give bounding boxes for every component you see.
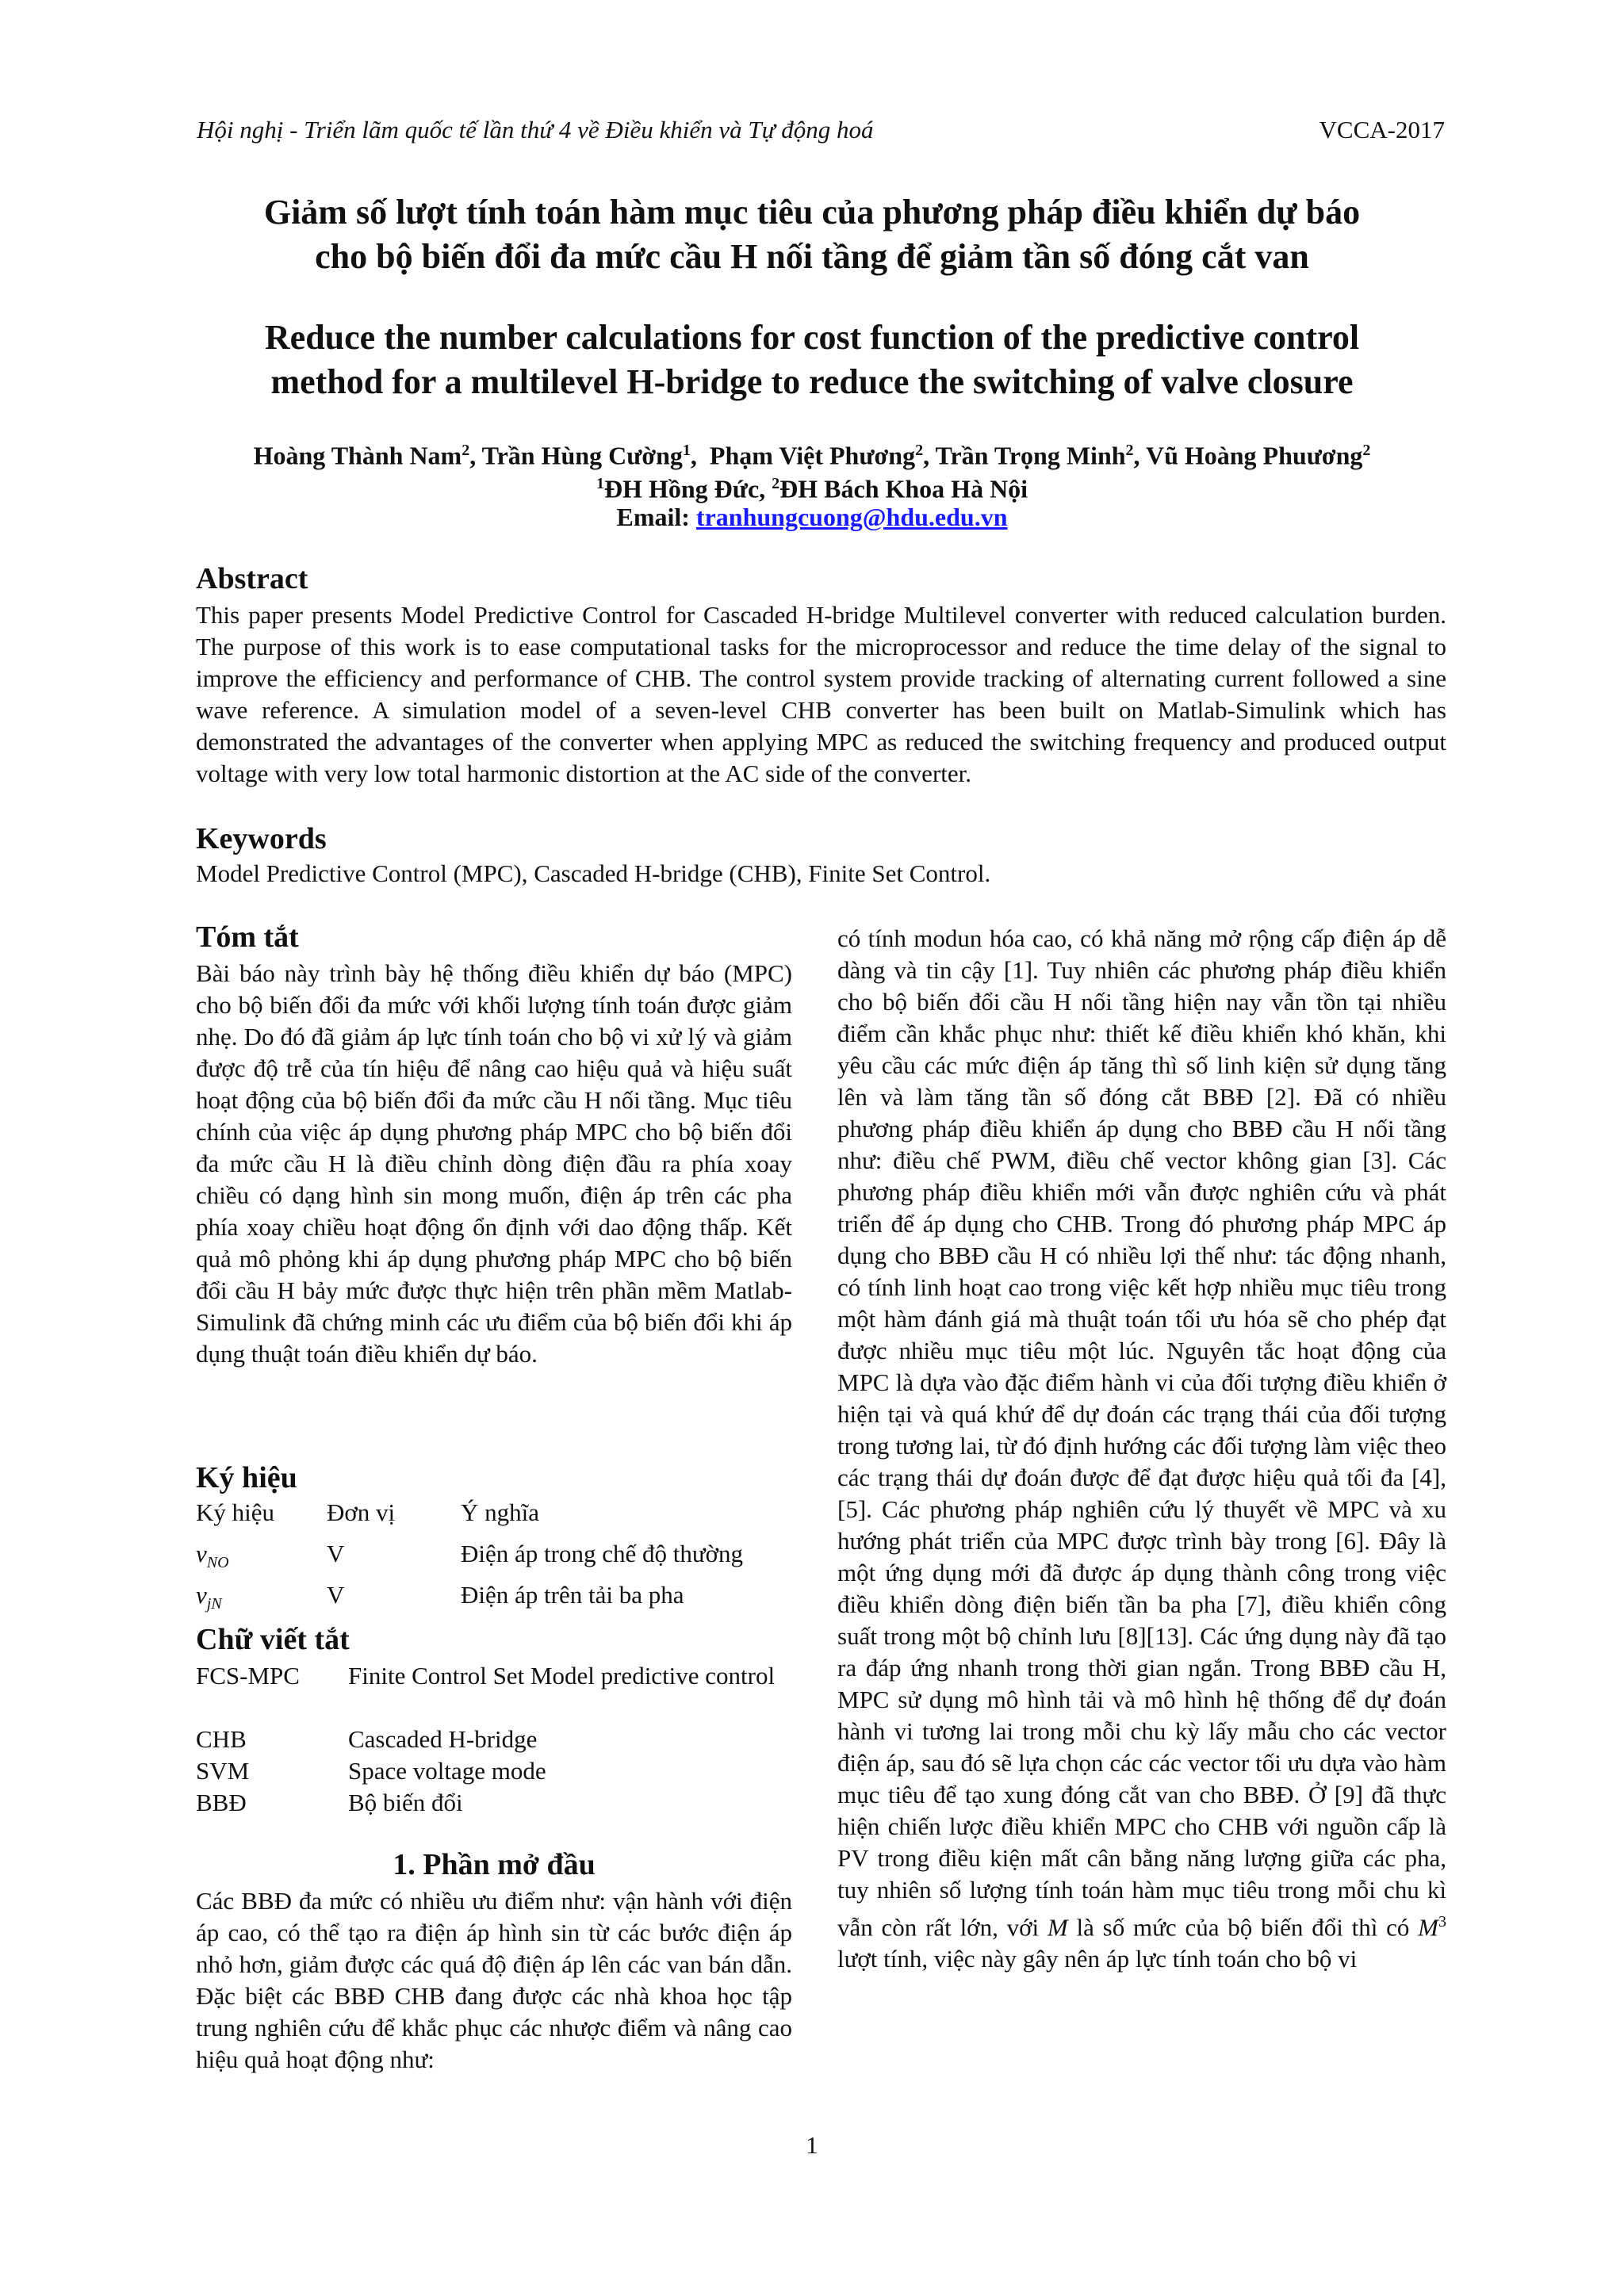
column-header: Ký hiệu [196, 1498, 275, 1526]
affiliation-1: ĐH Hồng Đức, [603, 474, 772, 503]
author-list: Hoàng Thành Nam$^2$, Trần Hùng Cường$^1$, Phạm Việt Phương$^2$, Trần Trọng Minh$^2$, Vũ Hoàng Phuương$^2$ [253, 441, 1371, 470]
affiliation-2: ĐH Bách Khoa Hà Nội [779, 474, 1028, 503]
author-name: Trần Hùng Cường [481, 441, 683, 470]
author-name: Phạm Việt Phương [709, 441, 916, 470]
title-en-line1: Reduce the number calculations for cost function of the predictive control [264, 318, 1360, 357]
author-affiliation-mark: 2 [1362, 442, 1371, 459]
symbol-row [196, 1579, 792, 1611]
running-header-code: VCCA-2017 [1319, 116, 1445, 144]
column-header: Ý nghĩa [461, 1498, 540, 1526]
author-affiliation-mark: 2 [915, 442, 924, 459]
title-en-line2: method for a multilevel H-bridge to reduce the switching of valve closure [270, 362, 1354, 401]
affiliations [159, 468, 1465, 505]
abstract-text: This paper presents Model Predictive Control for Cascaded H-bridge Multilevel converter with reduced calculation burden. The purpose of this work is to ease computational tasks for the microprocessor and reduce the time delay of the signal to improve the efficiency and performance of CHB. The control system provide tracking of alternating current followed a sine wave reference. A simulation model of a seven-level CHB converter has been built on Matlab-Simulink which has demonstrated the advantages of the converter when applying MPC as reduced the switching frequency and produced output voltage with very low total harmonic distortion at the AC side of the converter. [196, 601, 1446, 787]
abbreviation: SVM [196, 1757, 250, 1785]
symbol: $v_{NO}$ [196, 1540, 229, 1572]
symbol-table [196, 1497, 792, 1611]
abbreviation-meaning: Bộ biến đổi [348, 1789, 463, 1816]
abbreviation-row [196, 1787, 792, 1819]
author-affiliation-mark: 2 [462, 442, 470, 459]
affiliation-mark: 2 [772, 475, 780, 492]
email-line [159, 501, 1465, 533]
abbreviation: BBĐ [196, 1789, 247, 1816]
symbol-meaning: Điện áp trên tải ba pha [461, 1581, 684, 1609]
abbreviation: FCS-MPC [196, 1662, 300, 1689]
symbol-row [196, 1538, 792, 1570]
tomtat-text: Bài báo này trình bày hệ thống điều khiển dự báo (MPC) cho bộ biến đổi đa mức với khối lượng tính toán được giảm nhẹ. Do đó đã giảm áp lực tính toán cho bộ vi xử lý và giảm được độ trễ của tín hiệu để nâng cao hiệu quả và hiệu suất hoạt động của bộ biến đổi đa mức cầu H nối tầng. Mục tiêu chính của việc áp dụng phương pháp MPC cho bộ biến đổi đa mức cầu H là điều chỉnh dòng điện đầu ra phía xoay chiều có dạng hình sin mong muốn, điện áp trên các pha phía xoay chiều hoạt động ổn định với dao động thấp. Kết quả mô phỏng khi áp dụng phương pháp MPC cho bộ biến đổi cầu H bảy mức được thực hiện trên phần mềm Matlab-Simulink đã chứng minh các ưu điểm của bộ biến đổi khi áp dụng thuật toán điều khiển dự báo. [196, 959, 792, 1368]
affiliation-mark: 1 [596, 475, 604, 492]
symbol-unit: V [327, 1581, 345, 1609]
abbreviation-meaning: Finite Control Set Model predictive control [348, 1662, 776, 1689]
page-number: 1 [806, 2131, 818, 2159]
symbol: $v_{jN}$ [196, 1581, 222, 1613]
section-1-heading: 1. Phần mở đầu [393, 1848, 596, 1881]
title-vi-line2: cho bộ biến đổi đa mức cầu H nối tầng để giảm tần số đóng cắt van [315, 237, 1309, 276]
section-1-text-right: có tính modun hóa cao, có khả năng mở rộng cấp điện áp dễ dàng và tin cậy [1]. Tuy nhiên các phương pháp điều khiển cho bộ biến đổi cầu H nối tầng hiện nay vẫn tồn tại nhiều điểm cần khắc phục như: thiết kế điều khiển khó khăn, khi yêu cầu các mức điện áp tăng thì số linh kiện sử dụng tăng lên và làm tăng tần số đóng cắt BBĐ [2]. Đã có nhiều phương pháp điều khiển áp dụng cho BBĐ cầu H nối tầng như: điều chế PWM, điều chế vector không gian [3]. Các phương pháp điều khiển mới vẫn được nghiên cứu và phát triển để áp dụng cho CHB. Trong đó phương pháp MPC áp dụng cho BBĐ cầu H có nhiều lợi thế như: tác động nhanh, có tính linh hoạt cao trong việc kết hợp nhiều mục tiêu trong một hàm đánh giá mà thuật toán tối ưu hóa sẽ cho phép đạt được nhiều mục tiêu một lúc. Nguyên tắc hoạt động của MPC là dựa vào đặc điểm hành vi của đối tượng điều khiển ở hiện tại và quá khứ để dự đoán các trạng thái của đối tượng trong tương lai, từ đó định hướng các đối tượng làm việc theo các trạng thái dự đoán được để đạt được hiệu quả tối đa [4],[5]. Các phương pháp nghiên cứu lý thuyết về MPC và xu hướng phát triển của MPC được trình bày trong [6]. Đây là một ứng dụng mới đã được áp dụng thành công trong việc điều khiển dòng điện biến tần ba pha [7], điều khiển công suất trong một bộ chỉnh lưu [8][13]. Các ứng dụng này đã tạo ra đáp ứng nhanh trong thời gian ngắn. Trong BBĐ cầu H, MPC sử dụng mô hình tải và mô hình hệ thống để dự đoán hành vi tương lai trong mỗi chu kỳ lấy mẫu cho các vector điện áp, sau đó sẽ lựa chọn các các vector tối ưu dựa vào hàm mục tiêu để tạo xung đóng cắt van cho BBĐ. Ở [9] đã thực hiện chiến lược điều khiển MPC cho CHB với nguồn cấp là PV trong điều kiện mất cân bằng năng lượng giữa các pha, tuy nhiên số lượng tính toán hàm mục tiêu trong mỗi chu kì vẫn còn rất lớn, với M là số mức của bộ biến đổi thì có $M^3$ lượt tính, việc này gây nên áp lực tính toán cho bộ vi [837, 924, 1446, 1973]
symbol-table-header [196, 1497, 792, 1529]
abbreviation-table [196, 1660, 792, 1819]
symbol-unit: V [327, 1540, 345, 1567]
keywords-heading: Keywords [196, 822, 327, 855]
abbreviations-heading: Chữ viết tắt [196, 1623, 350, 1656]
title-vi-line1: Giảm số lượt tính toán hàm mục tiêu của phương pháp điều khiển dự báo [263, 193, 1361, 232]
abstract-heading: Abstract [196, 562, 308, 595]
abbreviation-row [196, 1724, 792, 1755]
abbreviation-row [196, 1755, 792, 1787]
abbreviation-row [196, 1660, 792, 1724]
email-label: Email: [616, 503, 696, 531]
author-name: Trần Trọng Minh [935, 441, 1126, 470]
symbol-meaning: Điện áp trong chế độ thường [461, 1540, 744, 1567]
author-affiliation-mark: 2 [1125, 442, 1134, 459]
title-vietnamese [159, 190, 1465, 279]
abbreviation-meaning: Space voltage mode [348, 1757, 546, 1785]
keywords-text: Model Predictive Control (MPC), Cascaded H-bridge (CHB), Finite Set Control. [196, 859, 991, 887]
title-english [159, 316, 1465, 404]
kyhieu-heading: Ký hiệu [196, 1461, 297, 1494]
email-link[interactable]: tranhungcuong@hdu.edu.vn [695, 503, 1008, 531]
column-header: Đơn vị [327, 1498, 396, 1526]
abbreviation-meaning: Cascaded H-bridge [348, 1725, 538, 1753]
running-header: Hội nghị - Triển lãm quốc tế lần thứ 4 về Điều khiển và Tự động hoá [197, 116, 874, 144]
tomtat-heading: Tóm tắt [196, 920, 299, 954]
author-affiliation-mark: 1 [682, 442, 691, 459]
author-name: Vũ Hoàng Phuương [1145, 441, 1363, 470]
abbreviation: CHB [196, 1725, 247, 1753]
author-name: Hoàng Thành Nam [253, 441, 462, 470]
section-1-text-left: Các BBĐ đa mức có nhiều ưu điểm như: vận hành với điện áp cao, có thể tạo ra điện áp hình sin từ các bước điện áp nhỏ hơn, giảm được các quá độ điện áp lên các van bán dẫn. Đặc biệt các BBĐ CHB đang được các nhà khoa học tập trung nghiên cứu để khắc phục các nhược điểm và nâng cao hiệu quả hoạt động như: [196, 1887, 792, 2073]
